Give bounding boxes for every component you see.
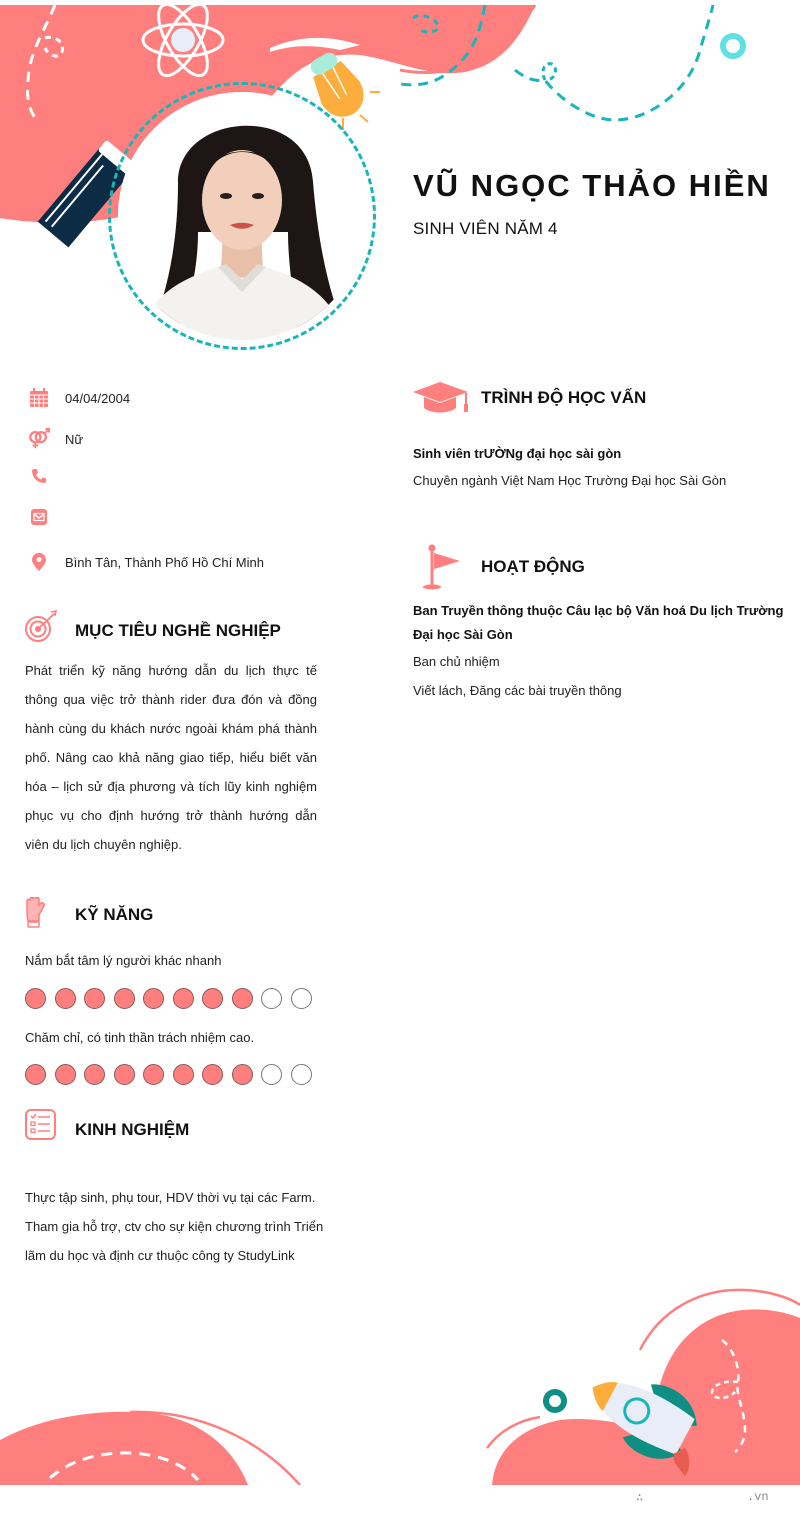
rating-dot-filled xyxy=(114,988,135,1009)
experience-line: lãm du học và định cư thuộc công ty StudyLink xyxy=(25,1248,295,1263)
location-icon xyxy=(28,551,50,573)
education-header xyxy=(413,380,646,416)
rating-dot-filled xyxy=(232,988,253,1009)
experience-line: Thực tập sinh, phụ tour, HDV thời vụ tại các Farm. xyxy=(25,1190,316,1205)
phone-icon xyxy=(28,465,50,487)
footer-decoration xyxy=(0,1270,800,1485)
activity-description: Viết lách, Đăng các bài truyền thông xyxy=(413,683,622,698)
watermark-right: .vn xyxy=(747,1490,769,1504)
graduation-cap-icon xyxy=(413,380,469,416)
contact-address xyxy=(28,551,264,573)
rating-dot-filled xyxy=(143,1064,164,1085)
objective-title: MỤC TIÊU NGHỀ NGHIỆP xyxy=(75,621,281,640)
contact-birthdate xyxy=(28,387,131,409)
rating-dot-filled xyxy=(202,1064,223,1085)
rating-dot-filled xyxy=(55,1064,76,1085)
rating-dot-filled xyxy=(232,1064,253,1085)
experience-title: KINH NGHIỆM xyxy=(75,1120,190,1139)
watermark-left: ∴ xyxy=(636,1491,644,1505)
activity-org: Ban Truyền thông thuộc Câu lạc bộ Văn hoá Du lịch Trường xyxy=(413,603,784,618)
experience-line: Tham gia hỗ trợ, ctv cho sự kiện chương trình Triển xyxy=(25,1219,324,1234)
rating-dot-filled xyxy=(55,988,76,1009)
activities-title: HOẠT ĐỘNG xyxy=(481,557,585,576)
candidate-role: SINH VIÊN NĂM 4 xyxy=(413,219,558,238)
email-icon xyxy=(28,506,50,528)
avatar xyxy=(118,92,366,340)
education-title: TRÌNH ĐỘ HỌC VẤN xyxy=(481,388,647,407)
target-icon xyxy=(24,610,58,644)
experience-header xyxy=(25,1108,189,1140)
rating-dot-filled xyxy=(202,988,223,1009)
skills-title: KỸ NĂNG xyxy=(75,905,154,924)
birthdate-value: 04/04/2004 xyxy=(65,390,131,406)
ring-icon xyxy=(546,1392,564,1410)
skill-rating xyxy=(25,988,312,1009)
rating-dot-empty xyxy=(261,988,282,1009)
contact-email xyxy=(28,506,50,528)
skill-rating xyxy=(25,1064,312,1085)
education-major: Chuyên ngành Việt Nam Học Trường Đại học Sài Gòn xyxy=(413,473,727,488)
flag-icon xyxy=(420,544,462,590)
checklist-icon xyxy=(25,1109,56,1140)
rating-dot-filled xyxy=(25,1064,46,1085)
rating-dot-filled xyxy=(84,1064,105,1085)
objective-text: Phát triển kỹ năng hướng dẫn du lịch thực tế thông qua việc trở thành rider đưa đón và đồng hành cùng du khách nước ngoài khám phá thành phố. Nâng cao khả năng giao tiếp, hiểu biết văn hóa – lịch sử địa phương và tích lũy kinh nghiệm phục vụ cho định hướng trở thành hướng dẫn viên du lịch chuyên nghiệp. xyxy=(25,663,317,852)
rating-dot-empty xyxy=(291,988,312,1009)
rating-dot-filled xyxy=(173,1064,194,1085)
skills-header xyxy=(24,897,153,929)
candidate-name: VŨ NGỌC THẢO HIỀN xyxy=(413,168,771,203)
objective-header xyxy=(24,610,281,644)
ring-icon xyxy=(723,36,743,56)
gender-value: Nữ xyxy=(65,431,84,447)
calendar-icon xyxy=(28,387,50,409)
education-school: Sinh viên trƯỜNg đại học sài gòn xyxy=(413,446,622,461)
skill-name: Chăm chỉ, có tinh thần trách nhiệm cao. xyxy=(25,1030,255,1045)
contact-phone xyxy=(28,465,50,487)
gender-icon xyxy=(28,428,50,450)
activities-header xyxy=(420,544,585,590)
rating-dot-filled xyxy=(173,988,194,1009)
rating-dot-filled xyxy=(114,1064,135,1085)
address-value: Bình Tân, Thành Phố Hồ Chí Minh xyxy=(65,554,264,570)
skill-name: Nắm bắt tâm lý người khác nhanh xyxy=(25,953,222,968)
rating-dot-filled xyxy=(25,988,46,1009)
hand-icon xyxy=(24,897,48,929)
contact-gender xyxy=(28,428,84,450)
rating-dot-filled xyxy=(84,988,105,1009)
rating-dot-empty xyxy=(291,1064,312,1085)
rating-dot-empty xyxy=(261,1064,282,1085)
activity-position: Ban chủ nhiệm xyxy=(413,654,500,669)
activity-org-cont: Đại học Sài Gòn xyxy=(413,627,513,642)
rating-dot-filled xyxy=(143,988,164,1009)
